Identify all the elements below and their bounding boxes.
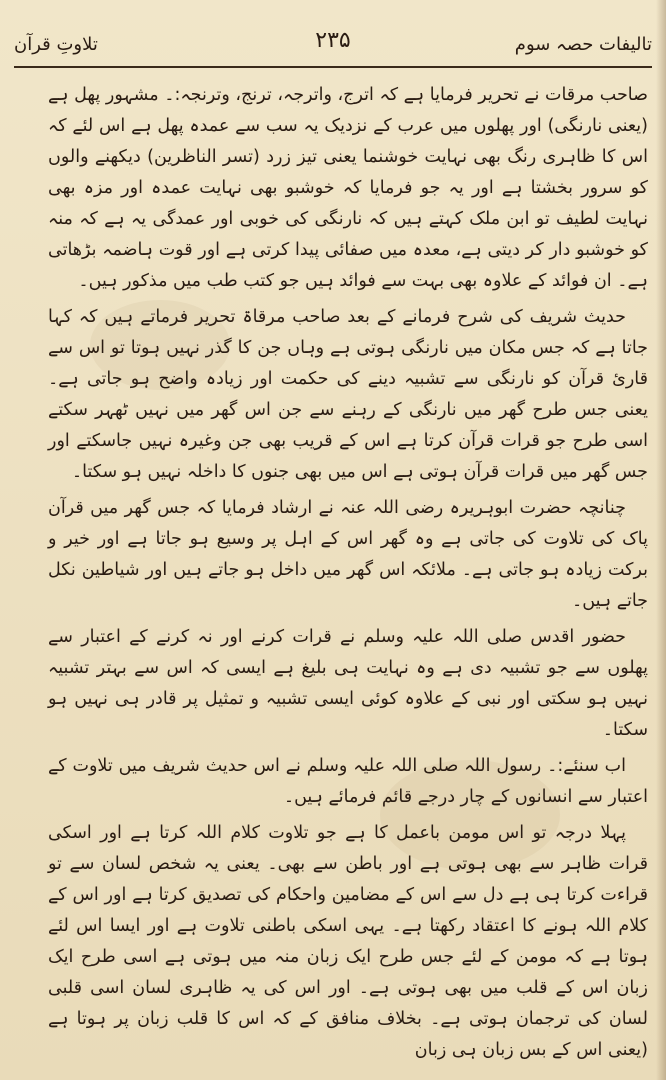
page-header	[0, 0, 666, 76]
paragraph: صاحب مرقات نے تحریر فرمایا ہے کہ اترج، واترجہ، ترنج، وترنجہ:۔ مشہور پھل ہے (یعنی نارنگی) اور پھلوں میں عرب کے نزدیک یہ سب سے عمدہ پھل ہے اس لئے کہ اس کا ظاہری رنگ بھی نہایت خوشنما یعنی تیز زرد (تسر الناظرین) دیکھنے والوں کو سرور بخشتا ہے اور یہ جو فرمایا کہ خوشبو بھی نہایت عمدہ اور مزہ بھی نہایت لطیف تو ابن ملک کہتے ہیں کہ نارنگی کی خوبی اور عمدگی یہ ہے کہ منہ کو خوشبو دار کر دیتی ہے، معدہ میں صفائی پیدا کرتی ہے اور قوت ہاضمہ بڑھاتی ہے۔ ان فوائد کے علاوہ بھی بہت سے فوائد ہیں جو کتب طب میں مذکور ہیں۔	[48, 85, 648, 291]
paragraph: اب سنئے:۔ رسول اللہ صلی اللہ علیہ وسلم نے اس حدیث شریف میں تلاوت کے اعتبار سے انسانوں کے چار درجے قائم فرمائے ہیں۔	[48, 756, 648, 807]
header-rule	[14, 66, 652, 68]
paragraph: چنانچہ حضرت ابوہریرہ رضی اللہ عنہ نے ارشاد فرمایا کہ جس گھر میں قرآن پاک کی تلاوت کی جاتی ہے وہ گھر اس کے اہل پر وسیع ہو جاتا ہے اور خیر و برکت زیادہ ہو جاتی ہے۔ ملائکہ اس گھر میں داخل ہو جاتے ہیں اور شیاطین نکل جاتے ہیں۔	[48, 498, 648, 611]
page-body	[48, 80, 648, 1070]
chapter-title: تلاوتِ قرآن	[14, 34, 98, 55]
paragraph: پہلا درجہ تو اس مومن باعمل کا ہے جو تلاوت کلام اللہ کرتا ہے اور اسکی قرات ظاہر سے بھی ہوتی ہے اور باطن سے بھی۔ یعنی یہ شخص لسان سے تو قراءت کرتا ہی ہے دل سے اس کے مضامین واحکام کی تصدیق کرتا ہے اور اس کے کلام اللہ ہونے کا اعتقاد رکھتا ہے۔ یہی اسکی باطنی تلاوت ہے اور ایسا اس لئے ہوتا ہے کہ مومن کے لئے جس طرح ایک زبان منہ میں ہوتی ہے اسی طرح ایک زبان اس کے قلب میں بھی ہوتی ہے۔ اور اس کی یہ ظاہری لسان اسی قلبی لسان کی ترجمان ہوتی ہے۔ بخلاف منافق کے کہ اس کا قلب زبان پر ہوتا ہے (یعنی اس کے بس زبان ہی زبان	[48, 823, 648, 1060]
paragraph: حضور اقدس صلی اللہ علیہ وسلم نے قرات کرنے اور نہ کرنے کے اعتبار سے پھلوں سے جو تشبیہ دی ہے وہ نہایت ہی بلیغ ہے ایسی کہ اس سے بہتر تشبیہ نہیں ہو سکتی اور نبی کے علاوہ کوئی ایسی تشبیہ و تمثیل پر قادر ہی نہیں ہو سکتا۔	[48, 627, 648, 740]
book-title: تالیفات حصہ سوم	[514, 34, 652, 55]
page-number: ۲۳۵	[315, 28, 351, 53]
paragraph: حدیث شریف کی شرح فرمانے کے بعد صاحب مرقاۃ تحریر فرماتے ہیں کہ کہا جاتا ہے کہ جس مکان میں نارنگی ہوتی ہے وہاں جن کا گذر نہیں ہوتا تو اس سے قاریٔ قرآن کو نارنگی سے تشبیہ دینے کی حکمت اور زیادہ واضح ہو جاتی ہے۔ یعنی جس طرح گھر میں نارنگی کے رہنے سے جن اس گھر میں نہیں ٹھہر سکتے اسی طرح جو قرات قرآن کرتا ہے اس کے قریب بھی جن وغیرہ نہیں جاسکتے اور جس گھر میں قرات قرآن ہوتی ہے اس میں بھی جنوں کا داخلہ نہیں ہو سکتا۔	[48, 307, 648, 482]
